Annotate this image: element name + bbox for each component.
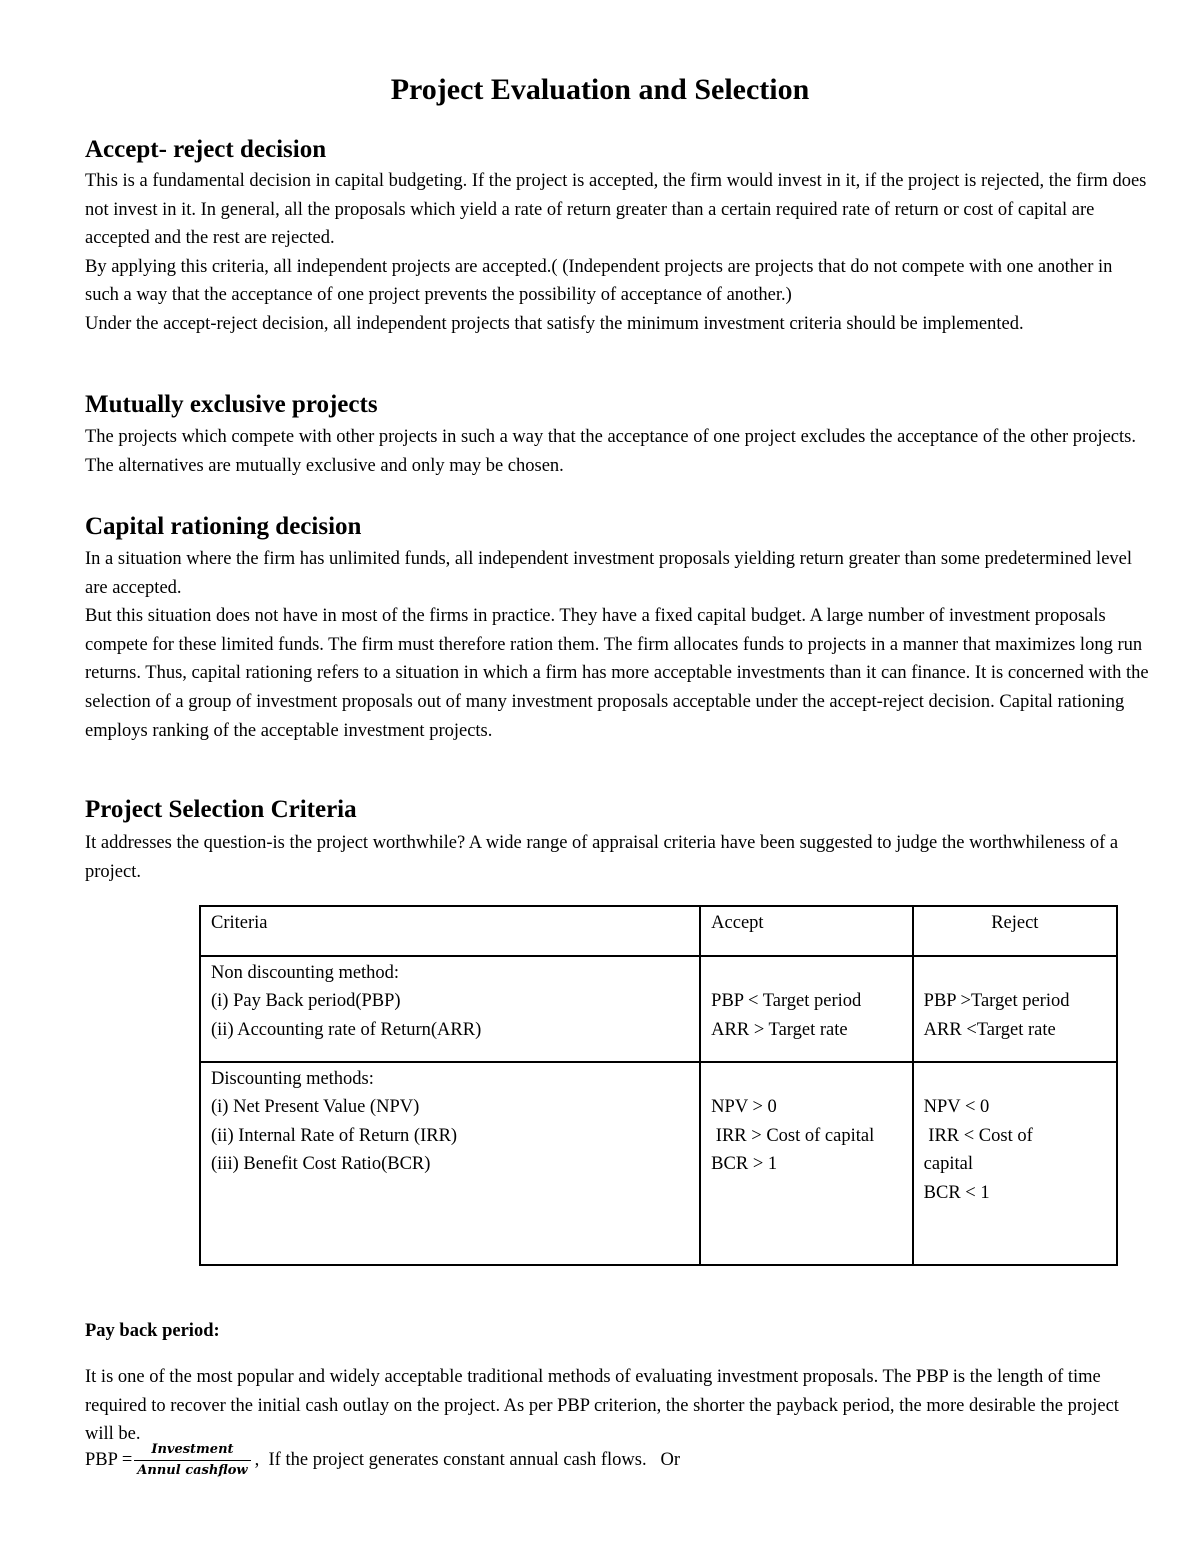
paragraph: The projects which compete with other projects in such a way that the acceptance of one project excludes the acceptance of the other projects. The alternatives are mutually exclusive and only may be chosen. — [85, 427, 1136, 476]
cell-line: Non discounting method: — [211, 963, 400, 983]
cell-line: ARR > Target rate — [711, 1019, 848, 1040]
paragraph: It addresses the question-is the project worthwhile? A wide range of appraisal criteria have been suggested to judge the worthwhileness of a project. — [85, 833, 1119, 882]
section-selection-criteria-body — [85, 829, 1150, 886]
cell-line: (iii) Benefit Cost Ratio(BCR) — [211, 1154, 431, 1175]
reject-cell — [913, 956, 1117, 1062]
cell-line: capital — [923, 1154, 973, 1175]
accept-cell — [700, 956, 912, 1062]
cell-line: (i) Net Present Value (NPV) — [211, 1097, 420, 1118]
table-header-row — [200, 906, 1117, 956]
cell-line: BCR > 1 — [711, 1154, 778, 1175]
cell-line — [924, 1065, 1106, 1093]
header-criteria: Criteria — [200, 906, 700, 956]
cell-line: ARR <Target rate — [923, 1019, 1056, 1040]
cell-line: NPV < 0 — [923, 1097, 990, 1118]
page-title: Project Evaluation and Selection — [390, 73, 810, 106]
cell-line: (ii) Accounting rate of Return(ARR) — [211, 1019, 482, 1040]
criteria-cell — [200, 1062, 700, 1265]
formula-fraction — [134, 1442, 250, 1479]
heading-mutually-exclusive: Mutually exclusive projects — [85, 391, 378, 418]
header-accept: Accept — [700, 906, 912, 956]
cell-line — [711, 959, 901, 987]
section-capital-rationing-body — [85, 545, 1150, 745]
cell-line: (i) Pay Back period(PBP) — [211, 991, 401, 1012]
table-row — [200, 956, 1117, 1062]
paragraph: It is one of the most popular and widely acceptable traditional methods of evaluating investment proposals. The PBP is the length of time required to recover the initial cash outlay on the project. As per PBP criterion, the shorter the payback period, the more desirable the project will be. — [85, 1367, 1119, 1445]
cell-line — [711, 1065, 901, 1093]
paragraph: But this situation does not have in most of the firms in practice. They have a fixed capital budget. A large number of investment proposals compete for these limited funds. The firm must therefore ration them. The firm allocates funds to projects in a manner that maximizes long run returns. Thus, capital rationing refers to a situation in which a firm has more acceptable investments than it can finance. It is concerned with the selection of a group of investment proposals out of many investment proposals acceptable under the accept-reject decision. Capital rationing employs ranking of the acceptable investment projects. — [85, 606, 1149, 741]
cell-line: Discounting methods: — [211, 1069, 374, 1089]
table-row — [200, 1062, 1117, 1265]
cell-line: PBP >Target period — [923, 991, 1070, 1012]
paragraph: This is a fundamental decision in capital budgeting. If the project is accepted, the firm would invest in it, if the project is rejected, the firm does not invest in it. In general, all the proposals which yield a rate of return greater than a certain required rate of return or cost of capital are accepted and the rest are rejected. — [85, 171, 1147, 249]
formula-denominator: Annul cashflow — [137, 1463, 248, 1478]
header-reject: Reject — [913, 906, 1117, 956]
criteria-cell — [200, 956, 700, 1062]
accept-cell — [700, 1062, 912, 1265]
formula-lhs: PBP = — [85, 1449, 133, 1470]
paragraph: By applying this criteria, all independent projects are accepted.( (Independent projects are projects that do not compete with one another in such a way that the acceptance of one project prevents the possibility of acceptance of another.) — [85, 256, 1113, 306]
heading-capital-rationing: Capital rationing decision — [85, 513, 362, 540]
cell-line: (ii) Internal Rate of Return (IRR) — [211, 1125, 458, 1146]
heading-selection-criteria: Project Selection Criteria — [85, 796, 357, 823]
cell-line: IRR > Cost of capital — [711, 1125, 875, 1146]
criteria-table — [199, 905, 1118, 1266]
heading-accept-reject: Accept- reject decision — [85, 136, 327, 163]
section-accept-reject-body — [85, 167, 1150, 339]
payback-label: Pay back period: — [85, 1321, 220, 1341]
cell-line: IRR < Cost of — [923, 1125, 1033, 1146]
cell-line — [924, 959, 1106, 987]
cell-line: BCR < 1 — [923, 1182, 990, 1203]
payback-body — [85, 1363, 1150, 1449]
cell-line: NPV > 0 — [711, 1097, 777, 1118]
formula-numerator: Investment — [134, 1442, 250, 1461]
section-mutually-exclusive-body — [85, 423, 1150, 480]
cell-line: PBP < Target period — [711, 991, 862, 1012]
paragraph: In a situation where the firm has unlimited funds, all independent investment proposals yielding return greater than some predetermined level are accepted. — [85, 549, 1133, 598]
formula-tail: , If the project generates constant annual cash flows. Or — [254, 1449, 680, 1470]
paragraph: Under the accept-reject decision, all independent projects that satisfy the minimum investment criteria should be implemented. — [85, 313, 1024, 334]
pbp-formula — [85, 1442, 680, 1479]
reject-cell — [913, 1062, 1117, 1265]
